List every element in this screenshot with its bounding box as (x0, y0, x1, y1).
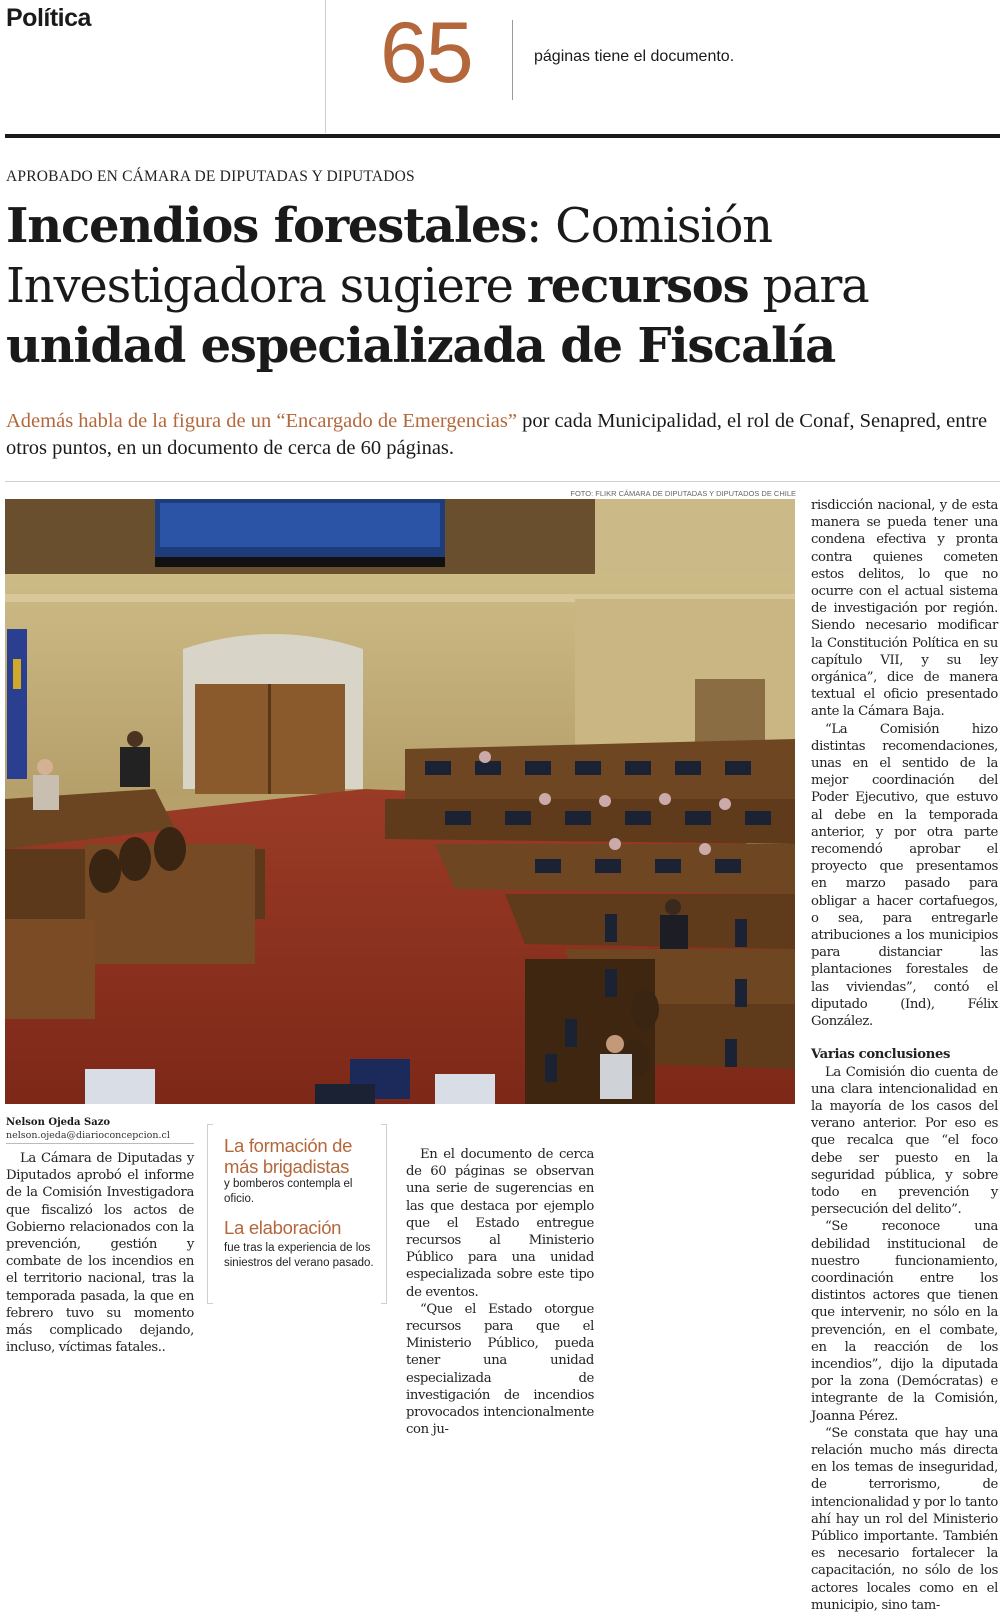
sidebar-item-1-text: y bomberos contempla el oficio. (224, 1178, 353, 1205)
headline-regular-2: para (748, 258, 869, 314)
paragraph: La Comisión dio cuenta de una clara intencionalidad en la mayoría de los casos del verano anterior. Por eso es que recalca que “el foco debe ser puesto en la seguridad pública, y sobre todo en prevención y persecución del delito”. (811, 1064, 998, 1218)
photo-credit: FOTO: FLIKR CÁMARA DE DIPUTADAS Y DIPUTADOS DE CHILE (570, 489, 796, 498)
paragraph: La Cámara de Diputadas y Diputados aprobó el informe de la Comisión Investigadora que fiscalizó los actos de Gobierno relacionados con la prevención, gestión y combate de los incendios en el territorio nacional, tras la temporada pasada, la que en febrero tuvo su momento más complicado dejando, incluso, víctimas fatales.. (6, 1151, 194, 1356)
highlight-number-caption: páginas tiene el documento. (534, 48, 735, 65)
byline-email: nelson.ojeda@diarioconcepcion.cl (6, 1130, 170, 1141)
paragraph: “La Comisión hizo distintas recomendaciones, unas en el sentido de la mejor coordinación del Poder Ejecutivo, que estuvo al debe en la temporada anterior, y por otra parte recomendó aprobar el proyecto que presentamos en marzo pasado para obligar a hacer cortafuegos, o sea, para entregarle atribuciones a los municipios para distanciar las plantaciones forestales de las viviendas”, contó el diputado (Ind), Félix González. (811, 721, 998, 1030)
section-title: Política (6, 4, 91, 32)
headline-regular-1: : Comisión Investigadora sugiere (6, 198, 772, 314)
paragraph: “Se reconoce una debilidad institucional de nuestro funcionamiento, coordinación entre los distintos actores que tienen que intervenir, no sólo en la prevención, en el combate, en la reacción de los incendios”, dijo la diputada por la zona (Demócratas) e integrante de la Comisión, Joanna Pérez. (811, 1219, 998, 1424)
box-border (381, 1303, 387, 1304)
sidebar-item-2-title: La elaboración (224, 1217, 342, 1238)
box-border (207, 1303, 213, 1304)
chamber-photo-illustration (5, 499, 795, 1104)
article-headline (6, 196, 996, 376)
box-border (386, 1124, 387, 1304)
paragraph: risdicción nacional, y de esta manera se pueda tener una condena efectiva y pronta contra quienes cometen estos delitos, lo que no ocurre con el actual sistema de investigación por región. Siendo necesario modificar la Constitución Política en su capítulo VII, y su ley orgánica”, dice de manera textual el oficio presentado ante la Cámara Baja. (811, 498, 998, 720)
box-border (381, 1124, 387, 1125)
article-kicker: APROBADO EN CÁMARA DE DIPUTADAS Y DIPUTADOS (6, 168, 415, 185)
body-column-1 (6, 1150, 194, 1356)
sidebar-item-2-text: fue tras la experiencia de los siniestros del verano pasado. (224, 1242, 374, 1269)
body-column-4 (811, 497, 998, 1614)
paragraph: “Que el Estado otorgue recursos para que el Ministerio Público, pueda tener una unidad especializada de investigación de incendios provocados intencionalmente con ju- (406, 1301, 594, 1438)
number-divider (512, 20, 513, 100)
box-border (207, 1124, 213, 1125)
header-divider (325, 0, 326, 133)
headline-bold-2: recursos (526, 258, 749, 314)
highlight-number: 65 (380, 5, 472, 101)
sidebar-box (207, 1124, 387, 1304)
headline-bold-3: unidad especializada de Fiscalía (6, 318, 836, 374)
byline-name: Nelson Ojeda Sazo (6, 1117, 111, 1128)
header-rule (5, 134, 1000, 138)
body-column-3 (406, 1146, 594, 1438)
paragraph: En el documento de cerca de 60 páginas se observan una serie de sugerencias en las que destaca por ejemplo que el Estado entregue recursos al Ministerio Público para una unidad especializada sobre este tipo de eventos. (406, 1147, 594, 1300)
deck-rule (5, 481, 1000, 482)
headline-bold-1: Incendios forestales (6, 198, 527, 254)
subheading: Varias conclusiones (811, 1047, 951, 1063)
byline-rule (6, 1143, 194, 1144)
deck-text: por cada Municipalidad, el rol de Conaf, Senapred, entre otros puntos, en un documento de cerca de 60 páginas. (6, 410, 988, 459)
sidebar-item-1-title: La formación de más brigadistas (224, 1135, 353, 1177)
paragraph: “Se constata que hay una relación mucho más directa en los temas de inseguridad, de terrorismo, de intencionalidad y por lo tanto ahí hay un rol del Ministerio Público importante. También es necesario fortalecer la capacitación, no sólo de los actores locales como en el municipio, sino tam- (811, 1425, 998, 1613)
article-deck (6, 408, 996, 462)
box-border (207, 1124, 208, 1304)
deck-highlight: Además habla de la figura de un “Encargado de Emergencias” (6, 410, 517, 432)
chamber-photo (5, 499, 795, 1104)
